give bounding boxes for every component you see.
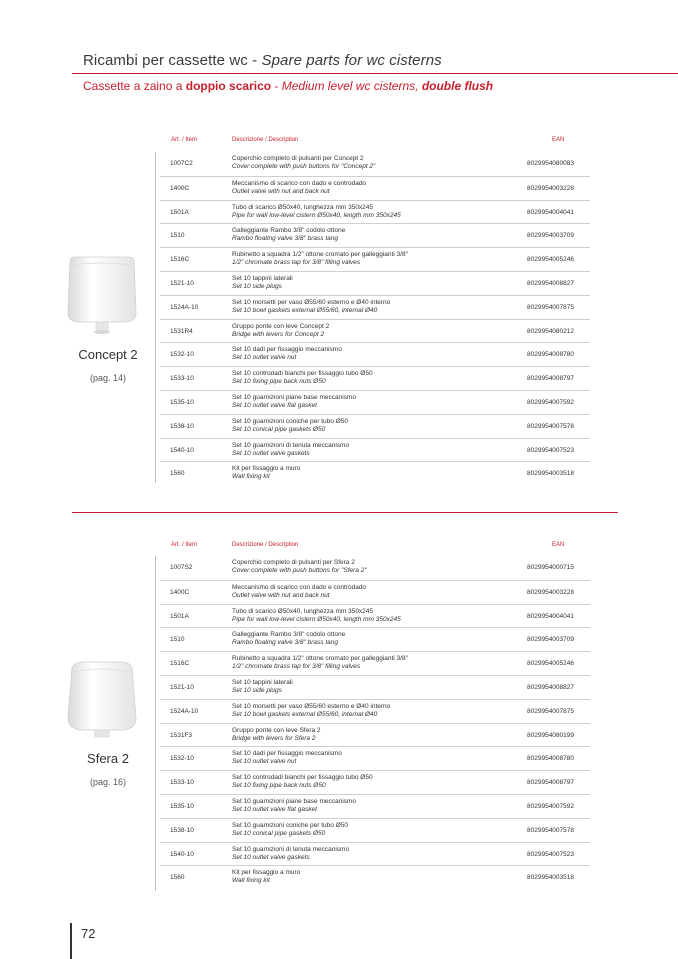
item-ean: 8029954007592 bbox=[527, 398, 574, 406]
item-description-en: Set 10 fixing pipe back nuts Ø50 bbox=[232, 378, 326, 386]
item-ean: 8029954000715 bbox=[527, 564, 574, 571]
title-rule bbox=[72, 73, 678, 74]
item-description bbox=[232, 727, 522, 743]
item-description-it: Galleggiante Rambo 3/8" codolo ottone bbox=[232, 631, 346, 639]
item-code: 1400C bbox=[170, 184, 190, 192]
item-ean: 8029954003518 bbox=[527, 470, 574, 478]
item-description-en: Set 10 side plugs bbox=[232, 686, 282, 694]
item-ean: 8029954007523 bbox=[527, 446, 574, 454]
item-code: 1516C bbox=[170, 660, 190, 668]
table-row bbox=[160, 865, 590, 889]
item-code: 1533-10 bbox=[170, 779, 194, 787]
section-divider bbox=[72, 512, 618, 513]
page-number-bar bbox=[70, 923, 72, 959]
column-header-description: Descrizione / Description bbox=[232, 542, 299, 548]
item-code: 1535-10 bbox=[170, 802, 194, 810]
item-description-it: Set 10 morsetti per vaso Ø55/60 esterno e Ø40 interno bbox=[232, 298, 391, 306]
item-description-en: Pipe for wall low-level cistern Ø50x40, length mm 350x245 bbox=[232, 211, 401, 219]
item-ean: 8029954008797 bbox=[527, 375, 574, 383]
item-description-it: Kit per fissaggio a muro bbox=[232, 869, 301, 877]
table-row bbox=[160, 247, 590, 271]
item-description-it: Set 10 guarnizioni coniche per tubo Ø50 bbox=[232, 417, 348, 425]
item-description-it: Set 10 guarnizioni di tenuta meccanismo bbox=[232, 441, 350, 449]
item-ean: 8029954007578 bbox=[527, 422, 574, 430]
item-ean: 8029954080199 bbox=[527, 731, 574, 739]
item-description-it: Gruppo ponte con leve Concept 2 bbox=[232, 322, 330, 330]
item-code: 1532-10 bbox=[170, 755, 194, 763]
table-row bbox=[160, 223, 590, 247]
item-description-en: Rambo floating valve 3/8" brass tang bbox=[232, 639, 339, 647]
subtitle-part-c: - bbox=[271, 79, 282, 93]
item-code: 1521-10 bbox=[170, 279, 194, 287]
item-code: 1524A-10 bbox=[170, 303, 199, 311]
item-code: 1501A bbox=[170, 612, 189, 620]
item-description bbox=[232, 679, 522, 695]
item-description-en: Rambo floating valve 3/8" brass tang bbox=[232, 235, 339, 243]
item-ean: 8029954003709 bbox=[527, 232, 574, 240]
page-title-it: Ricambi per cassette wc - bbox=[83, 52, 262, 69]
item-description bbox=[232, 465, 522, 481]
item-description bbox=[232, 275, 522, 291]
item-description-en: Set 10 outlet valve gaskets bbox=[232, 449, 310, 457]
item-code: 1540-10 bbox=[170, 850, 194, 858]
item-description-it: Tubo di scarico Ø50x40, lunghezza mm 350x245 bbox=[232, 203, 374, 211]
item-description-en: Wall fixing kit bbox=[232, 473, 270, 481]
item-description bbox=[232, 442, 522, 458]
item-description-en: Outlet valve with nut and back nut bbox=[232, 187, 330, 195]
item-code: 1532-10 bbox=[170, 351, 194, 359]
parts-table bbox=[160, 556, 590, 889]
item-code: 1400C bbox=[170, 588, 190, 596]
item-description-en: Cover complete with push buttons for "Sfera 2" bbox=[232, 567, 367, 574]
item-ean: 8029954008780 bbox=[527, 351, 574, 359]
column-header-ean: EAN bbox=[552, 542, 565, 548]
item-description-en: Set 10 outlet valve gaskets bbox=[232, 853, 310, 861]
table-row bbox=[160, 319, 590, 343]
item-description-en: Bridge with levers for Sfera 2 bbox=[232, 734, 316, 742]
page-subtitle bbox=[83, 79, 493, 93]
item-description-it: Set 10 guarnizioni piane base meccanismo bbox=[232, 797, 356, 805]
table-row bbox=[160, 794, 590, 818]
table-row bbox=[160, 461, 590, 485]
table-row bbox=[160, 604, 590, 628]
product-name: Sfera 2 bbox=[87, 751, 129, 766]
item-description bbox=[232, 846, 522, 862]
item-description bbox=[232, 227, 522, 243]
item-code: 1524A-10 bbox=[170, 707, 199, 715]
item-description-it: Set 10 tappini laterali bbox=[232, 678, 293, 686]
item-description bbox=[232, 323, 522, 339]
table-row bbox=[160, 366, 590, 390]
table-row bbox=[160, 746, 590, 770]
item-description-it: Rubinetto a squadra 1/2" ottone cromato per galleggianti 3/8" bbox=[232, 655, 408, 663]
table-row bbox=[160, 770, 590, 794]
item-description-en: Set 10 bowl gaskets external Ø55/60, internal Ø40 bbox=[232, 710, 378, 718]
item-description bbox=[232, 798, 522, 814]
item-code: 1531R4 bbox=[170, 327, 193, 335]
item-description-it: Set 10 dadi per fissaggio meccanismo bbox=[232, 346, 342, 354]
table-row bbox=[160, 295, 590, 319]
table-row bbox=[160, 390, 590, 414]
page-number: 72 bbox=[81, 926, 96, 941]
item-code: 1540-10 bbox=[170, 446, 194, 454]
item-description-en: Set 10 side plugs bbox=[232, 282, 282, 290]
subtitle-part-b: doppio scarico bbox=[185, 79, 272, 93]
item-ean: 8029954003228 bbox=[527, 184, 574, 192]
item-description-it: Set 10 controdadi bianchi per fissaggio tubo Ø50 bbox=[232, 370, 373, 378]
item-description-en: Pipe for wall low-level cistern Ø50x40, length mm 350x245 bbox=[232, 615, 401, 623]
item-description-it: Gruppo ponte con leve Sfera 2 bbox=[232, 726, 321, 734]
table-row bbox=[160, 271, 590, 295]
item-description bbox=[232, 584, 522, 600]
item-description-it: Galleggiante Rambo 3/8" codolo ottone bbox=[232, 227, 346, 235]
table-row bbox=[160, 200, 590, 224]
item-description-en: 1/2" chromate brass tap for 3/8" filling valves bbox=[232, 259, 361, 267]
item-description-en: Set 10 outlet valve nut bbox=[232, 354, 297, 362]
item-description bbox=[232, 608, 522, 624]
item-ean: 8029954007523 bbox=[527, 850, 574, 858]
item-description-en: Set 10 bowl gaskets external Ø55/60, internal Ø40 bbox=[232, 306, 378, 314]
table-row bbox=[160, 556, 590, 580]
item-ean: 8029954007592 bbox=[527, 802, 574, 810]
item-ean: 8029954007875 bbox=[527, 303, 574, 311]
item-ean: 8029954003228 bbox=[527, 588, 574, 596]
item-description-it: Coperchio completo di pulsanti per Sfera 2 bbox=[232, 559, 355, 566]
item-ean: 8029954003709 bbox=[527, 636, 574, 644]
item-ean: 8029954007875 bbox=[527, 707, 574, 715]
column-header-description: Descrizione / Description bbox=[232, 137, 299, 143]
item-description-en: Set 10 outlet valve flat gasket bbox=[232, 401, 317, 409]
item-ean: 8029954008827 bbox=[527, 279, 574, 287]
item-description-it: Set 10 tappini laterali bbox=[232, 274, 293, 282]
item-description bbox=[232, 822, 522, 838]
item-description bbox=[232, 559, 522, 575]
item-ean: 8029954004041 bbox=[527, 208, 574, 216]
item-description-en: Wall fixing kit bbox=[232, 877, 270, 885]
table-row bbox=[160, 414, 590, 438]
table-row bbox=[160, 699, 590, 723]
item-description bbox=[232, 655, 522, 671]
item-description bbox=[232, 703, 522, 719]
item-code: 1007S2 bbox=[170, 564, 193, 571]
table-row bbox=[160, 818, 590, 842]
cistern-image bbox=[64, 255, 140, 335]
item-description-it: Tubo di scarico Ø50x40, lunghezza mm 350x245 bbox=[232, 607, 374, 615]
table-vertical-rule bbox=[155, 556, 156, 891]
item-description bbox=[232, 750, 522, 766]
item-code: 1533-10 bbox=[170, 375, 194, 383]
item-description-en: Bridge with levers for Concept 2 bbox=[232, 330, 325, 338]
item-description-it: Coperchio completo di pulsanti per Concept 2 bbox=[232, 155, 364, 162]
item-description bbox=[232, 869, 522, 885]
product-page-ref: (pag. 14) bbox=[89, 373, 127, 383]
item-description-en: Cover complete with push buttons for "Concept 2" bbox=[232, 163, 376, 170]
subtitle-part-a: Cassette a zaino a bbox=[83, 79, 186, 93]
item-code: 1516C bbox=[170, 256, 190, 264]
item-description bbox=[232, 299, 522, 315]
item-description bbox=[232, 251, 522, 267]
table-row bbox=[160, 152, 590, 176]
table-row bbox=[160, 438, 590, 462]
column-header-code: Art. / Item bbox=[171, 542, 198, 548]
item-code: 1510 bbox=[170, 232, 185, 240]
item-description bbox=[232, 370, 522, 386]
column-header-ean: EAN bbox=[552, 137, 565, 143]
cistern-image bbox=[64, 660, 140, 740]
item-code: 1560 bbox=[170, 874, 185, 882]
item-description-it: Rubinetto a squadra 1/2" ottone cromato per galleggianti 3/8" bbox=[232, 251, 408, 259]
page-title-en: Spare parts for wc cisterns bbox=[261, 52, 442, 69]
item-ean: 8029954080083 bbox=[527, 160, 574, 167]
item-ean: 8029954008827 bbox=[527, 683, 574, 691]
column-header-code: Art. / Item bbox=[171, 137, 198, 143]
item-description-it: Set 10 dadi per fissaggio meccanismo bbox=[232, 750, 342, 758]
item-code: 1535-10 bbox=[170, 398, 194, 406]
item-description-it: Set 10 guarnizioni coniche per tubo Ø50 bbox=[232, 821, 348, 829]
item-ean: 8029954007578 bbox=[527, 826, 574, 834]
item-description-it: Set 10 morsetti per vaso Ø55/60 esterno e Ø40 interno bbox=[232, 702, 391, 710]
table-row bbox=[160, 342, 590, 366]
item-description bbox=[232, 394, 522, 410]
table-row bbox=[160, 723, 590, 747]
item-ean: 8029954003518 bbox=[527, 874, 574, 882]
item-ean: 8029954008797 bbox=[527, 779, 574, 787]
table-row bbox=[160, 842, 590, 866]
item-description-en: Outlet valve with nut and back nut bbox=[232, 591, 330, 599]
subtitle-part-e: double flush bbox=[421, 79, 494, 93]
item-code: 1501A bbox=[170, 208, 189, 216]
item-code: 1538-10 bbox=[170, 422, 194, 430]
item-code: 1538-10 bbox=[170, 826, 194, 834]
item-ean: 8029954005246 bbox=[527, 660, 574, 668]
item-description-en: Set 10 conical pipe gaskets Ø50 bbox=[232, 425, 326, 433]
item-description-en: Set 10 conical pipe gaskets Ø50 bbox=[232, 829, 326, 837]
item-code: 1007C2 bbox=[170, 160, 193, 167]
item-description bbox=[232, 180, 522, 196]
subtitle-part-d: Medium level wc cisterns, bbox=[281, 79, 422, 93]
table-row bbox=[160, 627, 590, 651]
item-ean: 8029954005246 bbox=[527, 256, 574, 264]
table-row bbox=[160, 651, 590, 675]
item-description bbox=[232, 204, 522, 220]
item-code: 1510 bbox=[170, 636, 185, 644]
table-vertical-rule bbox=[155, 152, 156, 483]
item-description bbox=[232, 155, 522, 171]
item-description-it: Kit per fissaggio a muro bbox=[232, 465, 301, 473]
item-ean: 8029954004041 bbox=[527, 612, 574, 620]
item-ean: 8029954008780 bbox=[527, 755, 574, 763]
table-row bbox=[160, 675, 590, 699]
table-row bbox=[160, 580, 590, 604]
item-description-it: Meccanismo di scarico con dado e controdado bbox=[232, 179, 367, 187]
item-description-en: Set 10 outlet valve nut bbox=[232, 758, 297, 766]
item-description-en: Set 10 outlet valve flat gasket bbox=[232, 805, 317, 813]
item-description bbox=[232, 774, 522, 790]
page-title bbox=[83, 52, 442, 69]
item-description-en: 1/2" chromate brass tap for 3/8" filling valves bbox=[232, 663, 361, 671]
item-description bbox=[232, 346, 522, 362]
product-name: Concept 2 bbox=[78, 347, 138, 362]
item-code: 1531F3 bbox=[170, 731, 193, 739]
table-row bbox=[160, 176, 590, 200]
item-code: 1560 bbox=[170, 470, 185, 478]
item-code: 1521-10 bbox=[170, 683, 194, 691]
item-ean: 8029954080212 bbox=[527, 327, 574, 335]
item-description bbox=[232, 418, 522, 434]
item-description-it: Set 10 guarnizioni di tenuta meccanismo bbox=[232, 845, 350, 853]
item-description-it: Set 10 guarnizioni piane base meccanismo bbox=[232, 393, 356, 401]
product-page-ref: (pag. 16) bbox=[89, 777, 127, 787]
parts-table bbox=[160, 152, 590, 485]
item-description-it: Set 10 controdadi bianchi per fissaggio tubo Ø50 bbox=[232, 774, 373, 782]
item-description-en: Set 10 fixing pipe back nuts Ø50 bbox=[232, 782, 326, 790]
item-description-it: Meccanismo di scarico con dado e controdado bbox=[232, 583, 367, 591]
item-description bbox=[232, 631, 522, 647]
